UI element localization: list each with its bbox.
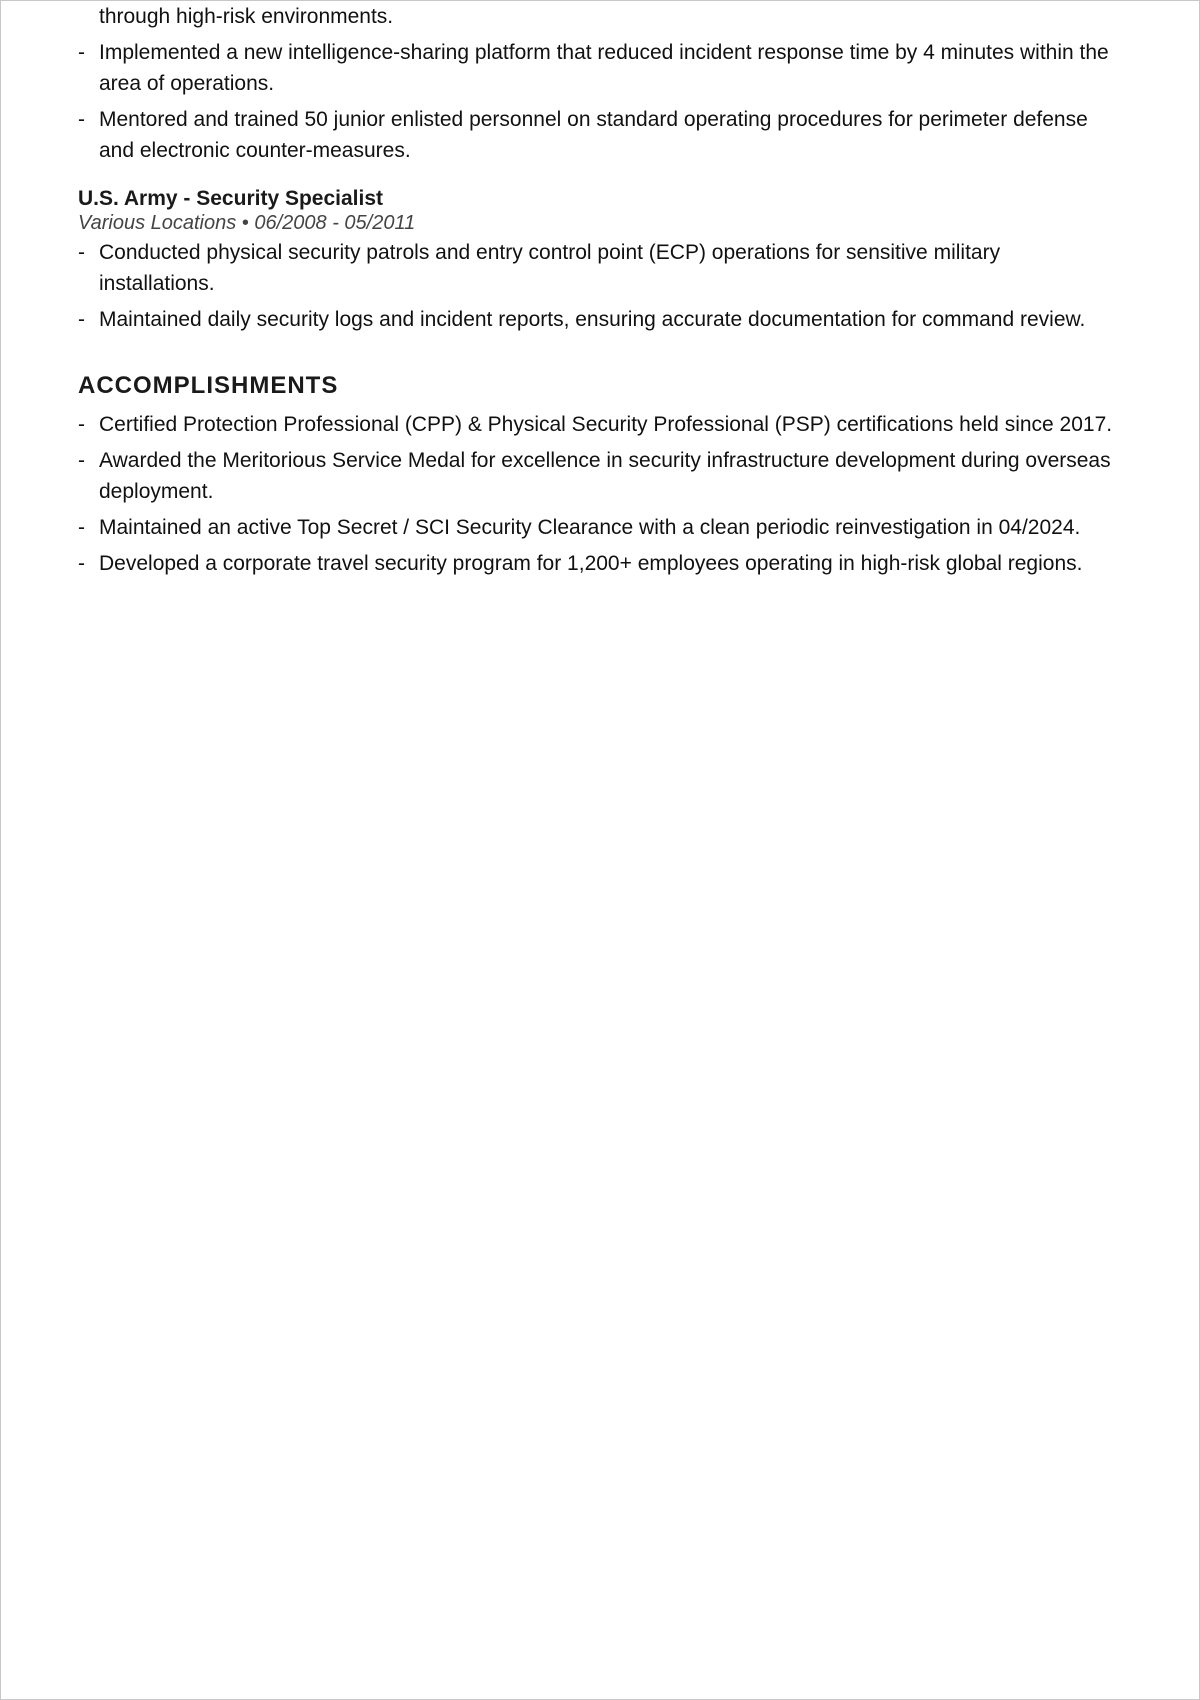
experience-bullets bbox=[78, 237, 1118, 335]
experience-entry-previous bbox=[78, 1, 1118, 166]
list-item: - Developed a corporate travel security program for 1,200+ employees operating in high-risk global regions. bbox=[78, 548, 1118, 579]
resume-content bbox=[78, 1, 1118, 584]
bullet-dash: - bbox=[78, 413, 85, 436]
bullet-dash: - bbox=[78, 308, 85, 331]
continued-bullet-text: through high-risk environments. bbox=[99, 5, 394, 28]
bullet-dash: - bbox=[78, 552, 85, 575]
bullet-dash: - bbox=[78, 449, 85, 472]
list-item: - Conducted physical security patrols and entry control point (ECP) operations for sensitive military installations. bbox=[78, 237, 1118, 299]
list-item: - Maintained an active Top Secret / SCI Security Clearance with a clean periodic reinvestigation in 04/2024. bbox=[78, 512, 1118, 543]
bullet-dash: - bbox=[78, 41, 85, 64]
section-heading: ACCOMPLISHMENTS bbox=[78, 372, 339, 399]
bullet-dash: - bbox=[78, 241, 85, 264]
list-item: - Certified Protection Professional (CPP) & Physical Security Professional (PSP) certifications held since 2017. bbox=[78, 409, 1118, 440]
job-title: U.S. Army - Security Specialist bbox=[78, 187, 384, 210]
list-item: - Implemented a new intelligence-sharing platform that reduced incident response time by 4 minutes within the area of operations. bbox=[78, 37, 1118, 99]
bullet-dash: - bbox=[78, 516, 85, 539]
experience-entry-army bbox=[78, 186, 1118, 335]
list-item: - Maintained daily security logs and incident reports, ensuring accurate documentation for command review. bbox=[78, 304, 1118, 335]
bullet-dash: - bbox=[78, 108, 85, 131]
accomplishments-section bbox=[78, 371, 1118, 579]
experience-bullets bbox=[78, 37, 1118, 166]
job-location-dates: Various Locations • 06/2008 - 05/2011 bbox=[78, 212, 416, 234]
list-item: - Mentored and trained 50 junior enlisted personnel on standard operating procedures for perimeter defense and electronic counter-measures. bbox=[78, 104, 1118, 166]
accomplishments-bullets bbox=[78, 409, 1118, 579]
list-item: - Awarded the Meritorious Service Medal for excellence in security infrastructure development during overseas deployment. bbox=[78, 445, 1118, 507]
